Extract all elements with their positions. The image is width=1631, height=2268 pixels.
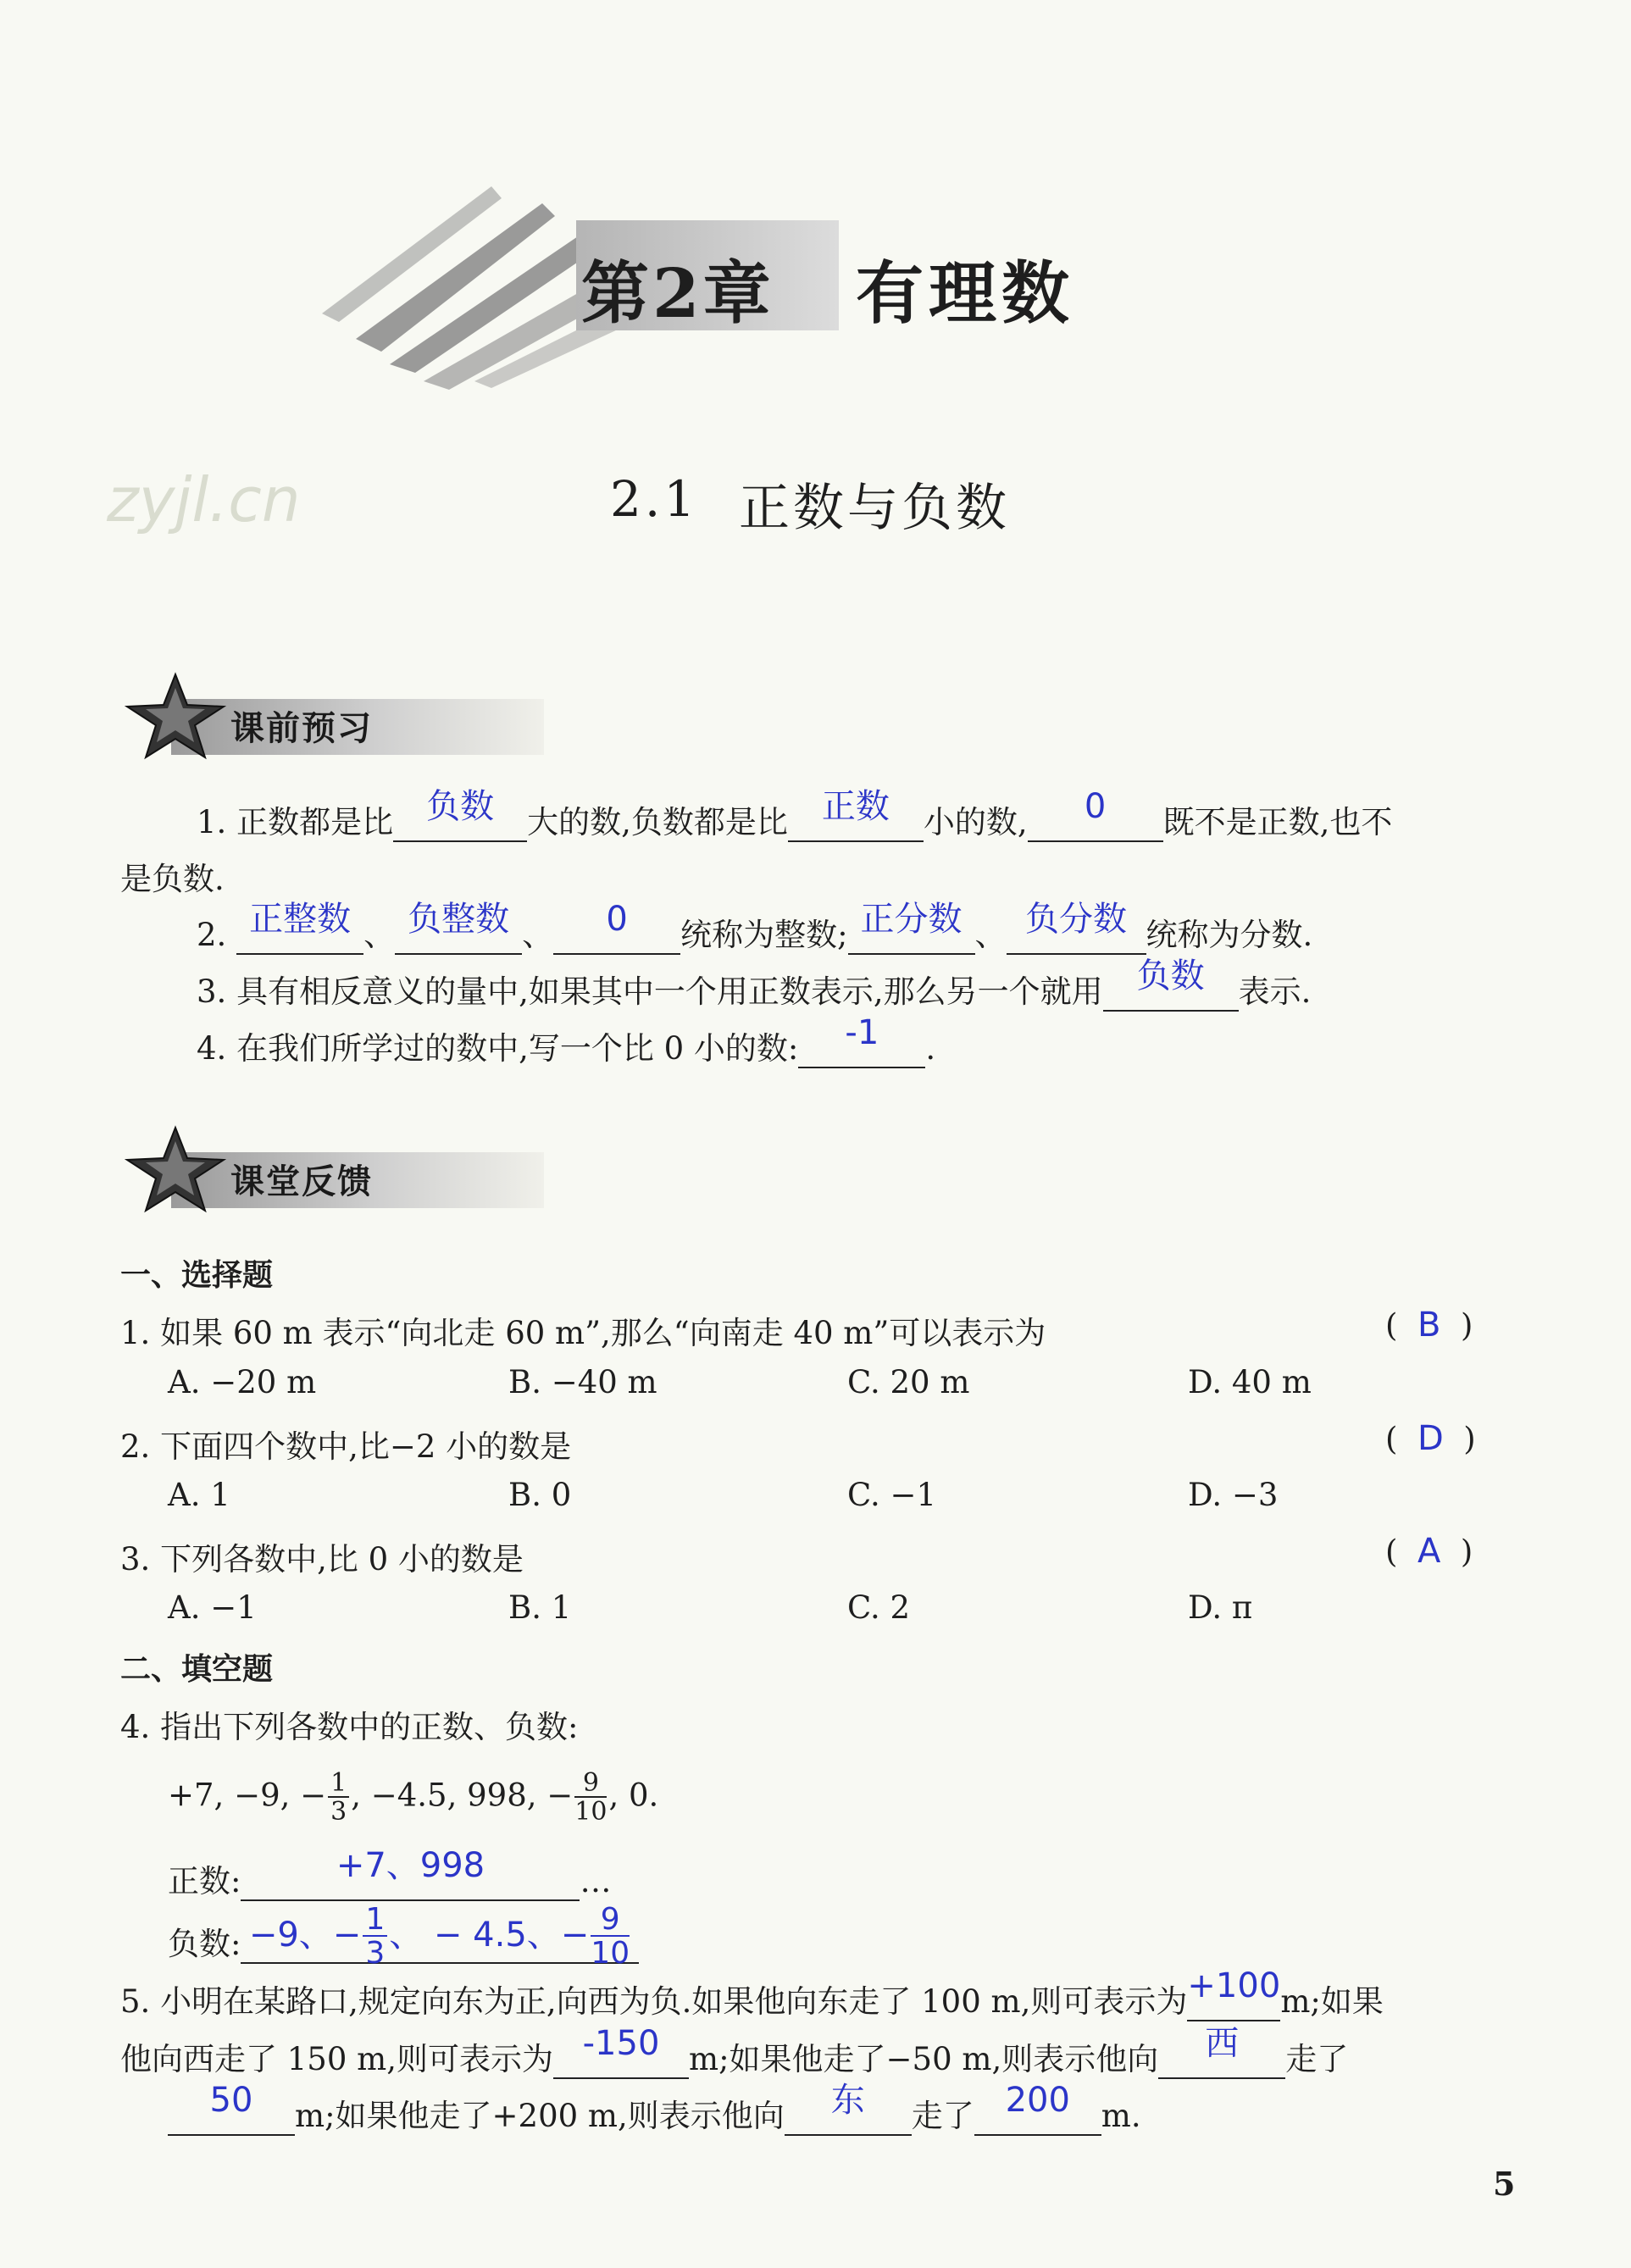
preview-q4-blank[interactable]: -1 [798,1029,925,1068]
fraction: $\frac{1}{3}$ [363,1905,387,1969]
part1-heading: 一、选择题 [120,1258,274,1293]
preview-q1-blank-1[interactable]: 负数 [393,803,527,842]
fill-q4-positive: 正数: +7、998 … [168,1846,612,1899]
fill-q5-blank-6[interactable]: 200 [974,2097,1101,2136]
fill-q4-negative-blank[interactable]: −9、− $\frac{1}{3}$ 、 − 4.5、− $\frac{9}{10}$ [241,1913,639,1964]
mc-q2-option-c[interactable]: C. −1 [847,1477,937,1513]
fraction: $\frac{9}{10}$ [591,1902,630,1971]
chapter-number: 第2章 [581,253,774,333]
fill-q4-negative: 负数: −9、− $\frac{1}{3}$ 、 − 4.5、− $\frac{9}{10}$ [168,1913,639,1964]
preview-q3-blank[interactable]: 负数 [1103,973,1239,1012]
preview-q1-blank-3[interactable]: 0 [1028,803,1163,842]
preview-q1-blank-2[interactable]: 正数 [788,803,924,842]
section-number: 2.1 [610,470,699,528]
star-icon [120,1123,230,1216]
mc-q2-text: 2. 下面四个数中,比−2 小的数是 [120,1428,572,1465]
fraction: $\frac{1}{3}$ [328,1771,349,1825]
fill-q5-line3: 50 m;如果他走了+200 m,则表示他向 东 走了 200 m. [168,2090,1141,2136]
mc-q3-answer-box[interactable]: ( A ) [1385,1532,1473,1571]
fill-q4-numbers: +7, −9, − $\frac{1}{3}$ , −4.5, 998, − $\frac{9}{10}$ , 0. [168,1768,659,1827]
fill-q5-line2: 他向西走了 150 m,则可表示为 -150 m;如果他走了−50 m,则表示他向 西 走了 [120,2024,1349,2077]
mc-q1-option-c[interactable]: C. 20 m [847,1364,970,1400]
fill-q5-blank-4[interactable]: 50 [168,2097,295,2136]
preview-heading-label: 课前预习 [230,709,373,748]
preview-q3: 3. 具有相反意义的量中,如果其中一个用正数表示,那么另一个就用 负数 表示. [197,957,1312,1010]
preview-q2-blank-4[interactable]: 正分数 [848,916,975,955]
fill-q5-blank-2[interactable]: -150 [553,2040,689,2079]
fill-q4-text: 4. 指出下列各数中的正数、负数: [120,1709,579,1745]
chapter-title: 有理数 [856,253,1074,333]
preview-q2-blank-2[interactable]: 负整数 [395,916,522,955]
preview-q4: 4. 在我们所学过的数中,写一个比 0 小的数: -1 . [197,1013,936,1067]
preview-q2-blank-5[interactable]: 负分数 [1007,916,1146,955]
mc-q3-option-a[interactable]: A. −1 [168,1589,257,1626]
mc-q2-answer-box[interactable]: ( D ) [1385,1419,1476,1458]
mc-q1-option-d[interactable]: D. 40 m [1188,1364,1312,1400]
mc-q2-option-a[interactable]: A. 1 [168,1477,230,1513]
star-icon [120,669,230,762]
fill-q5-blank-1[interactable]: +100 [1187,1982,1280,2021]
watermark: zyjl.cn [107,464,301,535]
fraction: $\frac{9}{10}$ [574,1768,607,1827]
feedback-heading-label: 课堂反馈 [230,1162,373,1201]
mc-q1-text: 1. 如果 60 m 表示“向北走 60 m”,那么“向南走 40 m”可以表示为 [120,1315,1046,1351]
preview-q1-cont: 是负数. [120,861,225,897]
fill-q5-blank-3[interactable]: 西 [1158,2040,1285,2079]
mc-q3-option-c[interactable]: C. 2 [847,1589,911,1626]
fill-q4-positive-blank[interactable]: +7、998 [241,1862,580,1901]
fill-q5-line1: 5. 小明在某路口,规定向东为正,向西为负.如果他向东走了 100 m,则可表示为+100m;如果 [120,1966,1384,2020]
mc-q3-option-d[interactable]: D. π [1188,1589,1253,1626]
mc-q3-text: 3. 下列各数中,比 0 小的数是 [120,1541,524,1578]
preview-q2-blank-1[interactable]: 正整数 [236,916,363,955]
mc-q1-option-a[interactable]: A. −20 m [168,1364,317,1400]
mc-q2-option-b[interactable]: B. 0 [508,1477,572,1513]
section-title: 正数与负数 [739,479,1010,538]
preview-q2: 2. 正整数 、 负整数 、 0 统称为整数; 正分数 、 负分数 统称为分数. [197,900,1313,953]
part2-heading: 二、填空题 [120,1652,274,1687]
page-number: 5 [1493,2165,1516,2203]
fill-q5-blank-5[interactable]: 东 [785,2097,912,2136]
preview-heading [120,669,425,762]
mc-q1-option-b[interactable]: B. −40 m [508,1364,657,1400]
mc-q2-option-d[interactable]: D. −3 [1188,1477,1279,1513]
preview-q2-blank-3[interactable]: 0 [553,916,680,955]
mc-q1-answer-box[interactable]: ( B ) [1385,1306,1473,1345]
mc-q3-option-b[interactable]: B. 1 [508,1589,572,1626]
preview-q1: 1. 正数都是比 负数 大的数,负数都是比 正数 小的数, 0 既不是正数,也不 [197,787,1393,840]
feedback-heading [120,1123,425,1216]
